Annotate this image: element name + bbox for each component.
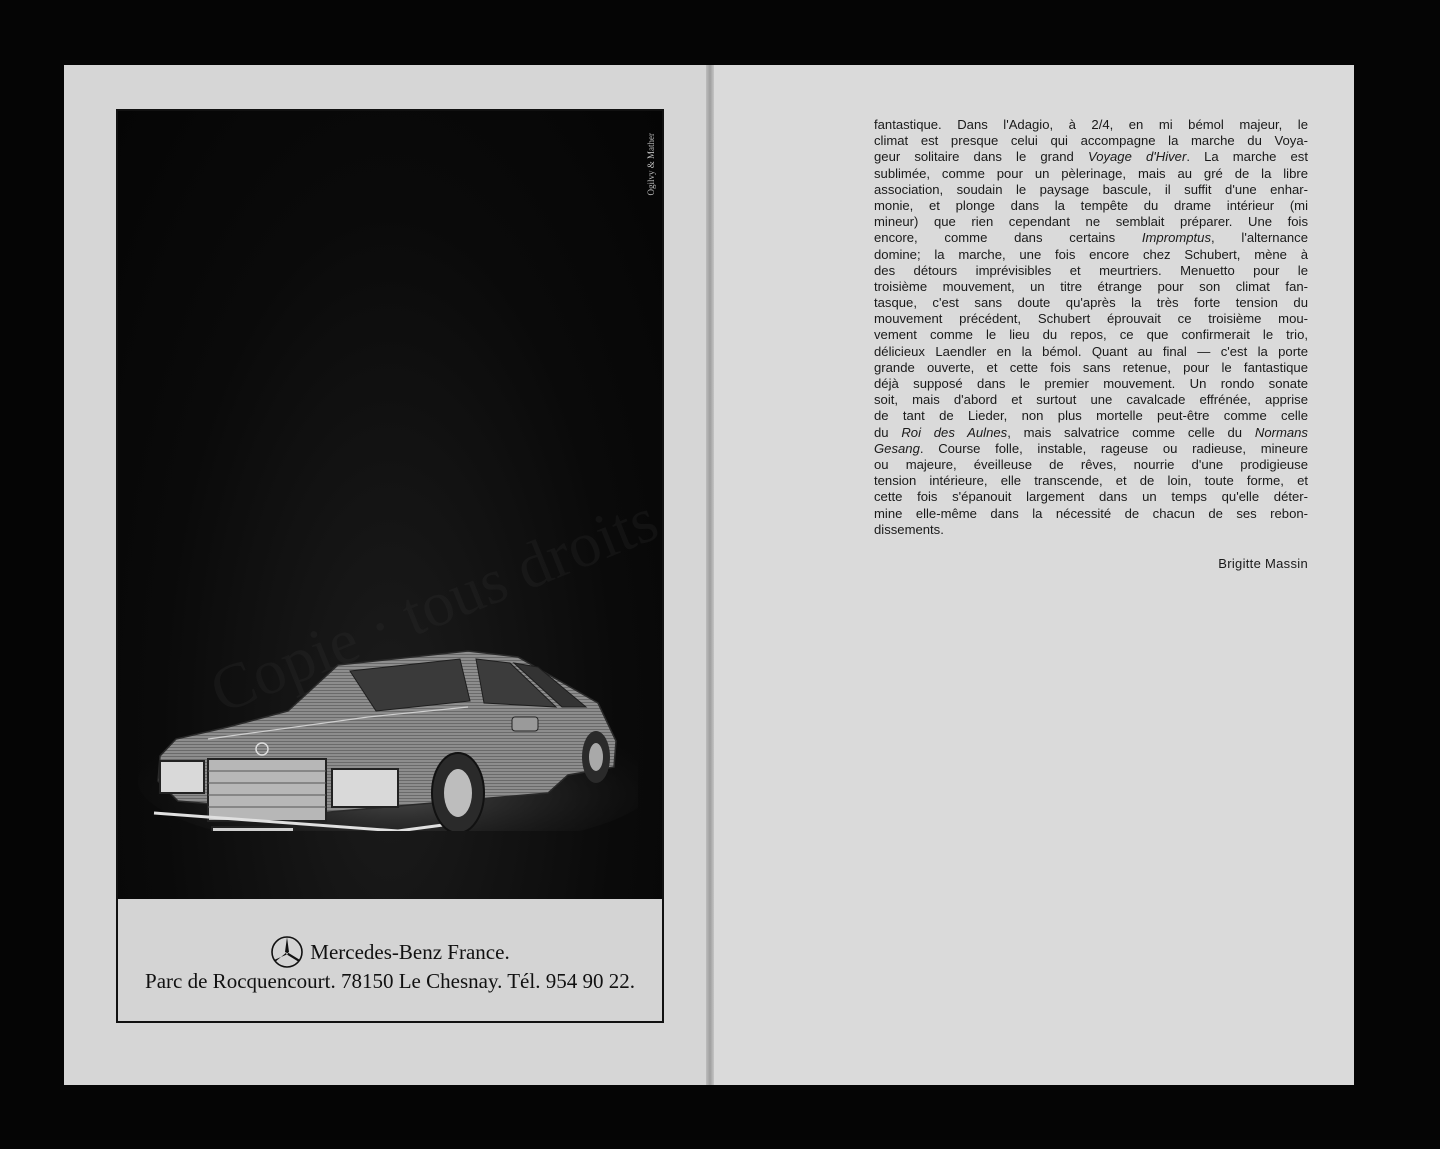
article-line: vement comme le lieu du repos, ce que confirmerait le trio, — [874, 327, 1308, 343]
article-line: dissements. — [874, 521, 944, 537]
article-line: cette fois s'épanouit largement dans un temps qu'elle déter- — [874, 489, 1308, 505]
article-line: association, soudain le paysage bascule, il suffit d'une enhar- — [874, 181, 1308, 197]
advertisement — [116, 109, 664, 1023]
article-line: mine elle-même dans la nécessité de chacun de ses rebon- — [874, 505, 1308, 521]
article-line: délicieux Laendler en la bémol. Quant au final — c'est la porte — [874, 343, 1308, 359]
article-line: geur solitaire dans le grand Voyage d'Hiver. La marche est — [874, 149, 1308, 165]
article-line: troisième mouvement, un titre étrange pour son climat fan- — [874, 278, 1308, 294]
mercedes-star-icon — [270, 935, 304, 969]
article-line: tasque, c'est sans doute qu'après la très forte tension du — [874, 295, 1308, 311]
article-line: monie, et plonge dans la tempête du drame intérieur (mi — [874, 197, 1308, 213]
article-line: Gesang. Course folle, instable, rageuse ou radieuse, mineure — [874, 440, 1308, 456]
ad-credit: Ogilvy & Mather — [646, 133, 656, 196]
brand-name: Mercedes-Benz France. — [310, 939, 510, 964]
article-line: des détours imprévisibles et meurtriers. Menuetto pour le — [874, 262, 1308, 278]
article-line: soit, mais d'abord et surtout une cavalcade effrénée, apprise — [874, 392, 1308, 408]
article-text — [874, 117, 1308, 538]
article-line: ou majeure, éveilleuse de rêves, nourrie d'une prodigieuse — [874, 456, 1308, 472]
article-line: mouvement précédent, Schubert éprouvait ce troisième mou- — [874, 311, 1308, 327]
brand-address: Parc de Rocquencourt. 78150 Le Chesnay. Tél. 954 90 22. — [145, 969, 635, 993]
article-line: de tant de Lieder, non plus mortelle peut-être comme celle — [874, 408, 1308, 424]
brand-row — [118, 935, 662, 969]
author-signature: Brigitte Massin — [1218, 556, 1308, 571]
article-line: déjà supposé dans le premier mouvement. Un rondo sonate — [874, 376, 1308, 391]
article-line: tension intérieure, elle transcende, et de loin, toute forme, et — [874, 473, 1308, 489]
article-line: climat est presque celui qui accompagne la marche du Voya- — [874, 133, 1308, 149]
article-line: domine; la marche, une fois encore chez Schubert, mène à — [874, 246, 1308, 262]
article-line: sublimée, comme pour un pèlerinage, mais au gré de la libre — [874, 165, 1308, 181]
article-line: du Roi des Aulnes, mais salvatrice comme celle du Normans — [874, 424, 1308, 440]
car-photo — [118, 111, 662, 899]
article-line: fantastique. Dans l'Adagio, à 2/4, en mi bémol majeur, le — [874, 117, 1308, 132]
sedan-illustration — [138, 531, 638, 831]
ad-footer — [118, 899, 662, 1021]
article-line: mineur) que rien cependant ne semblait préparer. Une fois — [874, 214, 1308, 230]
article-line: encore, comme dans certains Impromptus, l'alternance — [874, 230, 1308, 246]
article-line: grande ouverte, et cette fois sans retenue, pour le fantastique — [874, 359, 1308, 375]
book-gutter — [706, 65, 714, 1085]
